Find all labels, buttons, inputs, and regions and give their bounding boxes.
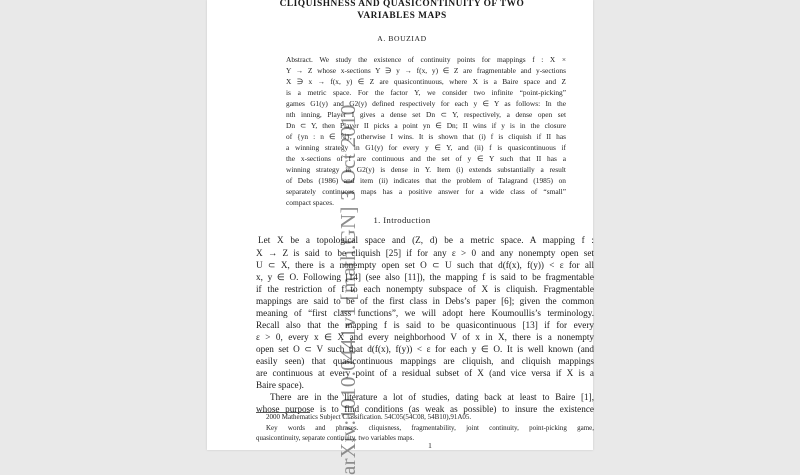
paper-title-line-2: VARIABLES MAPS: [357, 11, 447, 21]
abstract-line: of Debs (1986) and item (ii) indicates that the problem of Talagrand (1985) on: [286, 176, 566, 185]
paper-title-line-1: CLIQUISHNESS AND QUASICONTINUITY OF TWO: [279, 0, 525, 9]
abstract-line: Abstract. We study the existence of continuity points for mappings f : X ×: [286, 55, 566, 64]
author-name: A. BOUZIAD: [377, 34, 427, 43]
abstract-line: Dn ⊂ Y, then Player II picks a point yn ∈ Dn; II wins if y is in the closure: [286, 121, 566, 130]
abstract-line: of {yn : n ∈ ℕ}, otherwise I wins. It is shown that (i) f is cliquish if II has: [286, 132, 566, 141]
abstract-line: compact spaces.: [286, 198, 335, 207]
abstract-line: is a metric space. For the factor Y, we consider two infinite “point-picking”: [286, 88, 566, 97]
section-heading-introduction: 1. Introduction: [373, 215, 431, 225]
footnote-line: Key words and phrases. cliquisness, fragmentability, joint continuity, point-picking game,: [266, 424, 594, 432]
abstract-line: X ∋ x → f(x, y) ∈ Z are quasicontinuous, where X is a Baire space and Z: [286, 77, 566, 86]
footnote-line: quasicontinuity, separate continuity, two variables maps.: [256, 434, 415, 442]
body-line: ε > 0, every x ∈ X and every neighborhood V of x in X, there is a nonempty: [256, 332, 594, 342]
body-line: if the restriction of f to each nonempty subspace of X is cliquish. Fragmentable: [256, 284, 594, 294]
body-line: are continuous at every point of a residual subset of X (and vice versa if X is a: [256, 368, 594, 378]
body-line: X → Z is said to be cliquish [25] if for any ε > 0 and any nonempty open set: [256, 248, 594, 258]
body-line: There are in the literature a lot of studies, dating back at least to Baire [1],: [270, 392, 594, 402]
body-line: mappings are said to be of the first class in Debs’s paper [6]; given the common: [256, 296, 594, 306]
abstract-line: separately continuous maps has a positive answer for a wide class of “small”: [286, 187, 566, 196]
body-line: whose purpose is to find conditions (as weak as possible) to insure the existence: [256, 404, 594, 414]
page-number: 1: [428, 441, 432, 450]
body-line: easily seen) that quasicontinuous mappings are cliquish, and cliquish mappings: [256, 356, 594, 366]
abstract-line: nth inning, Player I gives a dense set Dn ⊂ Y, respectively, a dense open set: [286, 110, 566, 119]
body-line: U ⊂ X, there is a nonempty open set O ⊂ U such that d(f(x), f(y)) < ε for all: [256, 260, 594, 270]
body-line: Baire space).: [256, 380, 304, 390]
abstract-line: Y → Z whose x-sections Y ∋ y → f(x, y) ∈ Z are fragmentable and y-sections: [286, 66, 566, 75]
footnote-line: 2000 Mathematics Subject Classification. 54C05(54C08, 54B10),91A05.: [266, 413, 472, 421]
body-line: open set O ⊂ V such that d(f(x), f(y)) < ε for each y ∈ O. It is well known (and: [256, 344, 594, 354]
body-line: Recall also that the mapping f is said to be quasicontinuous [13] if for every: [256, 320, 594, 330]
body-line: x, y ∈ O. Following [14] (see also [11]), the mapping f is said to be fragmentable: [256, 272, 594, 282]
arxiv-stamp: arXiv:1010.0441v1 [math.GN] 3 Oct 2010: [336, 104, 360, 475]
abstract-line: a winning strategy in G1(y) for every y ∈ Y, and (ii) f is quasicontinuous if: [286, 143, 566, 152]
abstract-line: games G1(y) and G2(y) defined respectively for each y ∈ Y as follows: In the: [286, 99, 566, 108]
abstract-line: winning strategy in G2(y) is dense in Y. Item (i) extends substantially a result: [286, 165, 566, 174]
body-line: meaning of “first class functions”, we will adopt here Koumoullis’s terminology.: [256, 308, 594, 318]
abstract-line: the x-sections of f are continuous and the set of y ∈ Y such that II has a: [286, 154, 566, 163]
body-line: Let X be a topological space and (Z, d) be a metric space. A mapping f :: [258, 235, 594, 245]
